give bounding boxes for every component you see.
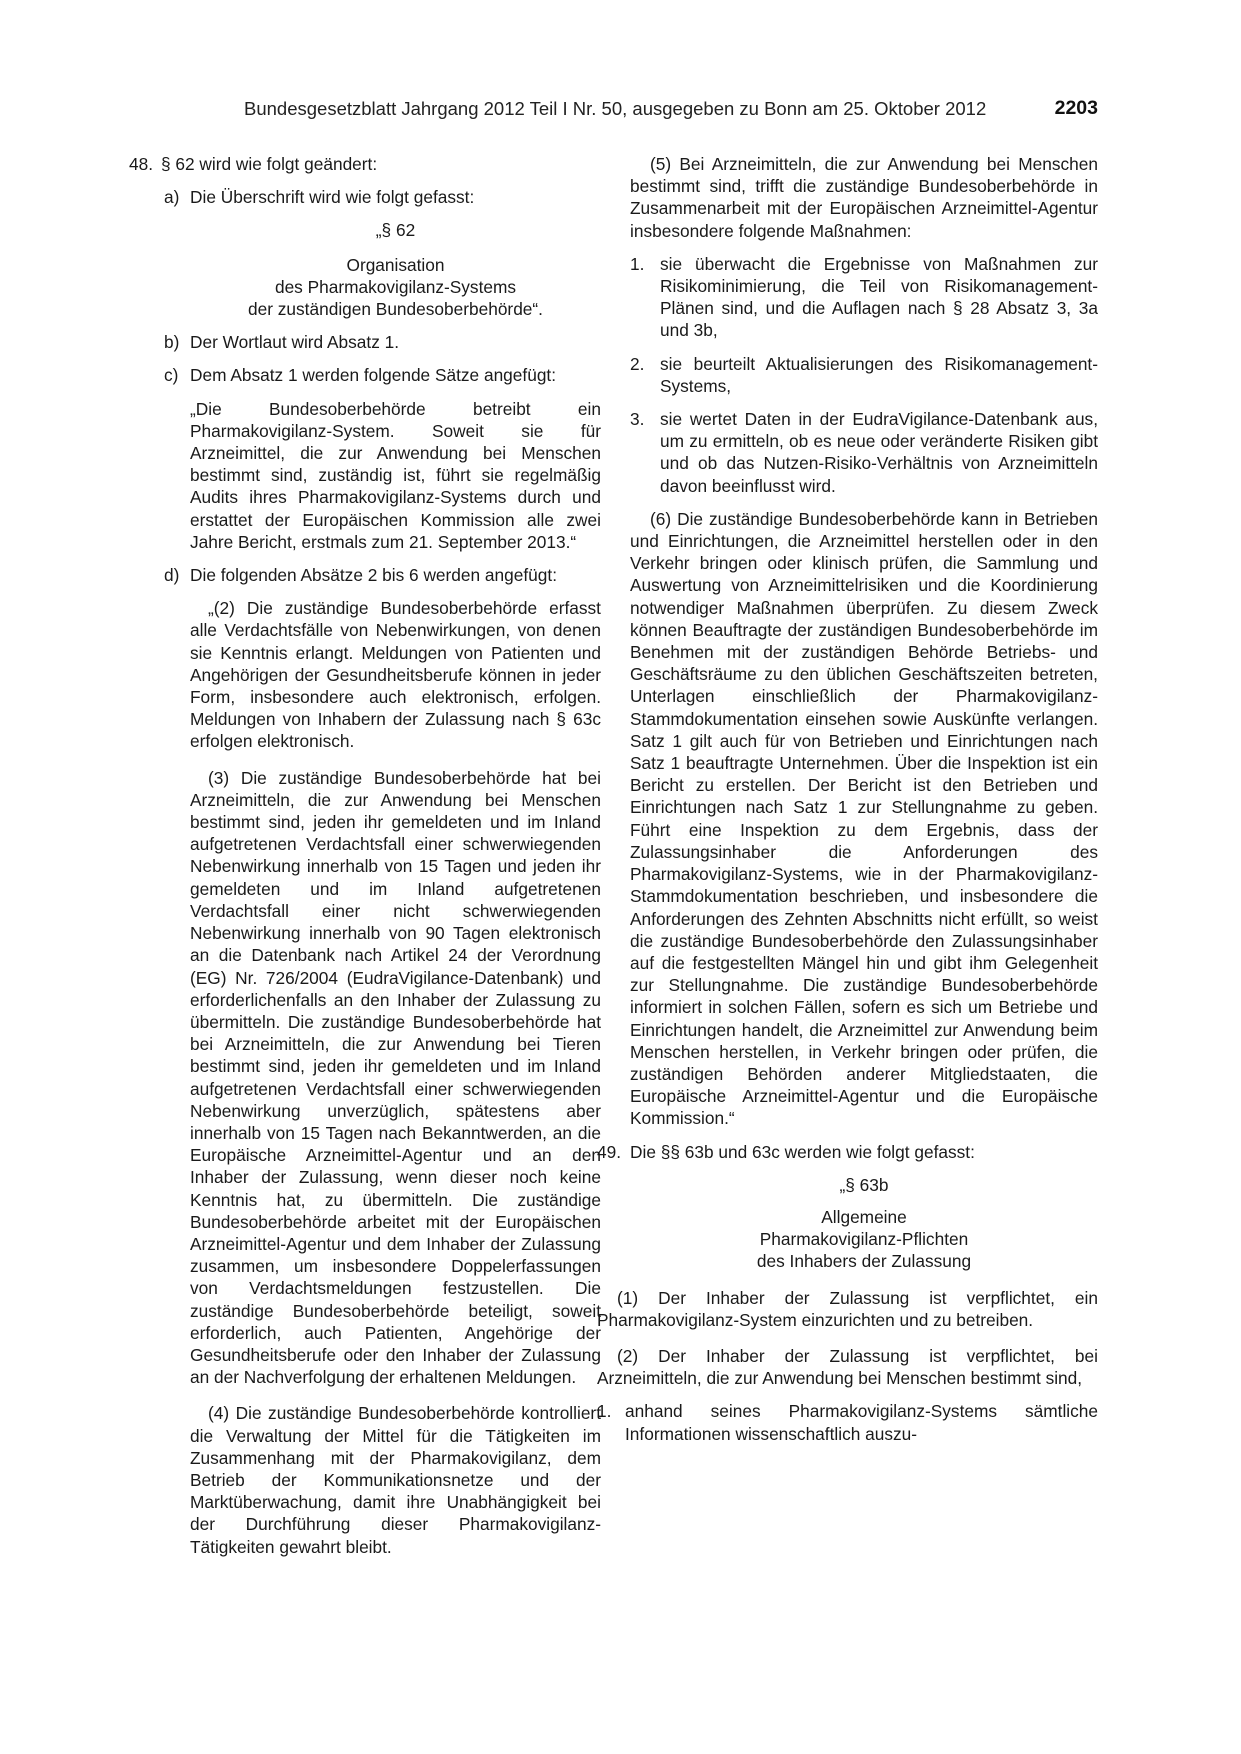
item-number: 3. [630,409,645,430]
section-62-heading [131,219,601,320]
subitem-b [131,331,601,353]
section-marker: „§ 63b [839,1174,889,1195]
amendment-item-48 [131,153,601,175]
subitem-label: d) [164,565,180,586]
measure-item-1 [630,253,1098,342]
section-63b-paragraph-2: (2) Der Inhaber der Zulassung ist verpflichtet, bei Arzneimitteln, die zur Anwendung bei Menschen bestimmt sind, [597,1345,1098,1389]
paragraph-5: (5) Bei Arzneimitteln, die zur Anwendung bei Menschen bestimmt sind, trifft die zuständige Bundesoberbehörde in Zusammenarbeit mit der Europäischen Arzneimittel-Agentur insbesondere folgende Maßnahmen: [630,154,1098,241]
left-column [131,153,601,1558]
running-title: Bundesgesetzblatt Jahrgang 2012 Teil I Nr. 50, ausgegeben zu Bonn am 25. Oktober 2012 [244,98,987,119]
inserted-sentences: „Die Bundesoberbehörde betreibt ein Pharmakovigilanz-System. Soweit sie für Arzneimittel, die zur Anwendung bei Menschen bestimmt sind, zuständig ist, führt sie regelmäßig Audits ihres Pharmakovigilanz-Systems durch und erstattet der Europäischen Kommission alle zwei Jahre Bericht, erstmals zum 21. September 2013.“ [190,398,601,552]
item-text: sie wertet Daten in der EudraVigilance-Datenbank aus, um zu ermitteln, ob es neue oder veränderte Risiken gibt und ob das Nutzen-Risiko-Verhältnis von Arzneimitteln davon beeinflusst wird. [660,409,1098,496]
heading-line: Allgemeine [821,1206,907,1227]
subitem-text: Die folgenden Absätze 2 bis 6 werden angefügt: [190,565,558,586]
subitem-text: Der Wortlaut wird Absatz 1. [190,332,400,353]
item-text: anhand seines Pharmakovigilanz-Systems sämtliche Informationen wissenschaftlich auszu- [625,1401,1098,1444]
right-column [597,153,1098,1445]
heading-line: des Inhabers der Zulassung [756,1251,972,1272]
heading-line: des Pharmakovigilanz-Systems [274,276,517,297]
item-number: 49. [597,1141,622,1162]
section-63b-paragraph-1: (1) Der Inhaber der Zulassung ist verpflichtet, ein Pharmakovigilanz-System einzurichten und zu betreiben. [597,1287,1098,1330]
page-number: 2203 [1054,97,1098,119]
section-63b-heading [630,1174,1098,1273]
heading-line: Organisation [346,254,445,275]
item-number: 1. [597,1401,612,1422]
paragraph-4: (4) Die zuständige Bundesoberbehörde kontrolliert die Verwaltung der Mittel für die Tätigkeiten im Zusammenhang mit der Pharmakovigilanz, dem Betrieb der Kommunikationsnetze und der Marktüberwachung, damit ihre Unabhängigkeit bei der Durchführung dieser Pharmakovigilanz-Tätigkeiten gewahrt bleibt. [190,1403,601,1557]
running-header [130,98,1098,128]
subitem-text: Die Überschrift wird wie folgt gefasst: [190,187,475,208]
subitem-text: Dem Absatz 1 werden folgende Sätze angefügt: [190,365,557,386]
subitem-label: a) [164,187,180,208]
paragraph-2: „(2) Die zuständige Bundesoberbehörde erfasst alle Verdachtsfälle von Nebenwirkungen, von denen sie Kenntnis erlangt. Meldungen von Patienten und Angehörigen der Gesundheitsberufe können in jeder Form, insbesondere auch elektronisch, erfolgen. Meldungen von Inhabern der Zulassung nach § 63c erfolgen elektronisch. [190,598,601,752]
amendment-item-49 [597,1141,1098,1163]
section-marker: „§ 62 [375,220,416,241]
item-number: 2. [630,353,645,374]
paragraph-3: (3) Die zuständige Bundesoberbehörde hat bei Arzneimitteln, die zur Anwendung bei Menschen bestimmt sind, jeden ihr gemeldeten und im Inland aufgetretenen Verdachtsfall einer schwerwiegenden Nebenwirkung innerhalb von 15 Tagen und jeden ihr gemeldeten und im Inland aufgetretenen Verdachtsfall einer nicht schwerwiegenden Nebenwirkung innerhalb von 90 Tagen elektronisch an die Datenbank nach Artikel 24 der Verordnung (EG) Nr. 726/2004 (EudraVigilance-Datenbank) und erforderlichenfalls an den Inhaber der Zulassung zu übermitteln. Die zuständige Bundesoberbehörde hat bei Arzneimitteln, die zur Anwendung bei Tieren bestimmt sind, jeden ihr gemeldeten und im Inland aufgetretenen Verdachtsfall einer schwerwiegenden Nebenwirkung unverzüglich, spätestens aber innerhalb von 15 Tagen nach Bekanntwerden, an die Europäische Arzneimittel-Agentur und an den Inhaber der Zulassung, wenn dieser noch keine Kenntnis hat, zu übermitteln. Die zuständige Bundesoberbehörde arbeitet mit der Europäischen Arzneimittel-Agentur und dem Inhaber der Zulassung zusammen, um insbesondere Doppelerfassungen von Verdachtsmeldungen festzustellen. Die zuständige Bundesoberbehörde beteiligt, soweit erforderlich, auch Patienten, Angehörige der Gesundheitsberufe oder den Inhaber der Zulassung an der Nachverfolgung der erhaltenen Meldungen. [190,767,601,1388]
heading-line: Pharmakovigilanz-Pflichten [759,1229,969,1250]
section-63b-item-1 [597,1400,1098,1444]
paragraph-6: (6) Die zuständige Bundesoberbehörde kann in Betrieben und Einrichtungen, die Arzneimittel herstellen oder in den Verkehr bringen oder klinisch prüfen, die Sammlung und Auswertung von Arzneimittelrisiken und die Koordinierung notwendiger Maßnahmen überprüfen. Zu diesem Zweck können Beauftragte der zuständigen Bundesoberbehörde im Benehmen mit der zuständigen Behörde Betriebs- und Geschäftsräume zu den üblichen Geschäftszeiten betreten, Unterlagen einschließlich der Pharmakovigilanz-Stammdokumentation einsehen sowie Auskünfte verlangen. Satz 1 gilt auch für von Betrieben und Einrichtungen nach Satz 1 beauftragte Unternehmen. Über die Inspektion ist ein Bericht zu erstellen. Der Bericht ist den Betrieben und Einrichtungen nach Satz 1 zur Stellungnahme zu geben. Führt eine Inspektion zu dem Ergebnis, dass der Zulassungsinhaber die Anforderungen des Pharmakovigilanz-Systems, wie in der Pharmakovigilanz-Stammdokumentation beschrieben, und insbesondere die Anforderungen des Zehnten Abschnitts nicht erfüllt, so weist die zuständige Bundesoberbehörde den Zulassungsinhaber auf die festgestellten Mängel hin und gibt ihm Gelegenheit zur Stellungnahme. Die zuständige Bundesoberbehörde informiert in solchen Fällen, sofern es sich um Betriebe und Einrichtungen handelt, die Arzneimittel zur Anwendung beim Menschen herstellen, in Verkehr bringen oder prüfen, die zuständigen Behörden anderer Mitgliedstaaten, die Europäische Arzneimittel-Agentur und die Europäische Kommission.“ [630,508,1098,1129]
measure-item-2 [630,353,1098,397]
item-text: sie beurteilt Aktualisierungen des Risikomanagement-Systems, [660,353,1098,396]
measure-item-3 [630,408,1098,497]
item-text: sie überwacht die Ergebnisse von Maßnahmen zur Risikominimierung, die Teil von Risikomanagement-Plänen sind, und die Auflagen nach § 28 Absatz 3, 3a und 3b, [660,253,1098,341]
heading-line: der zuständigen Bundesoberbehörde“. [248,299,543,320]
item-number: 48. [129,154,154,174]
item-number: 1. [630,253,645,274]
subitem-label: c) [164,365,179,386]
subitem-label: b) [164,332,180,353]
item-text: § 62 wird wie folgt geändert: [161,154,378,174]
subitem-a [131,186,601,208]
subitem-d [131,564,601,586]
item-text: Die §§ 63b und 63c werden wie folgt gefasst: [630,1141,975,1162]
subitem-c [131,364,601,386]
